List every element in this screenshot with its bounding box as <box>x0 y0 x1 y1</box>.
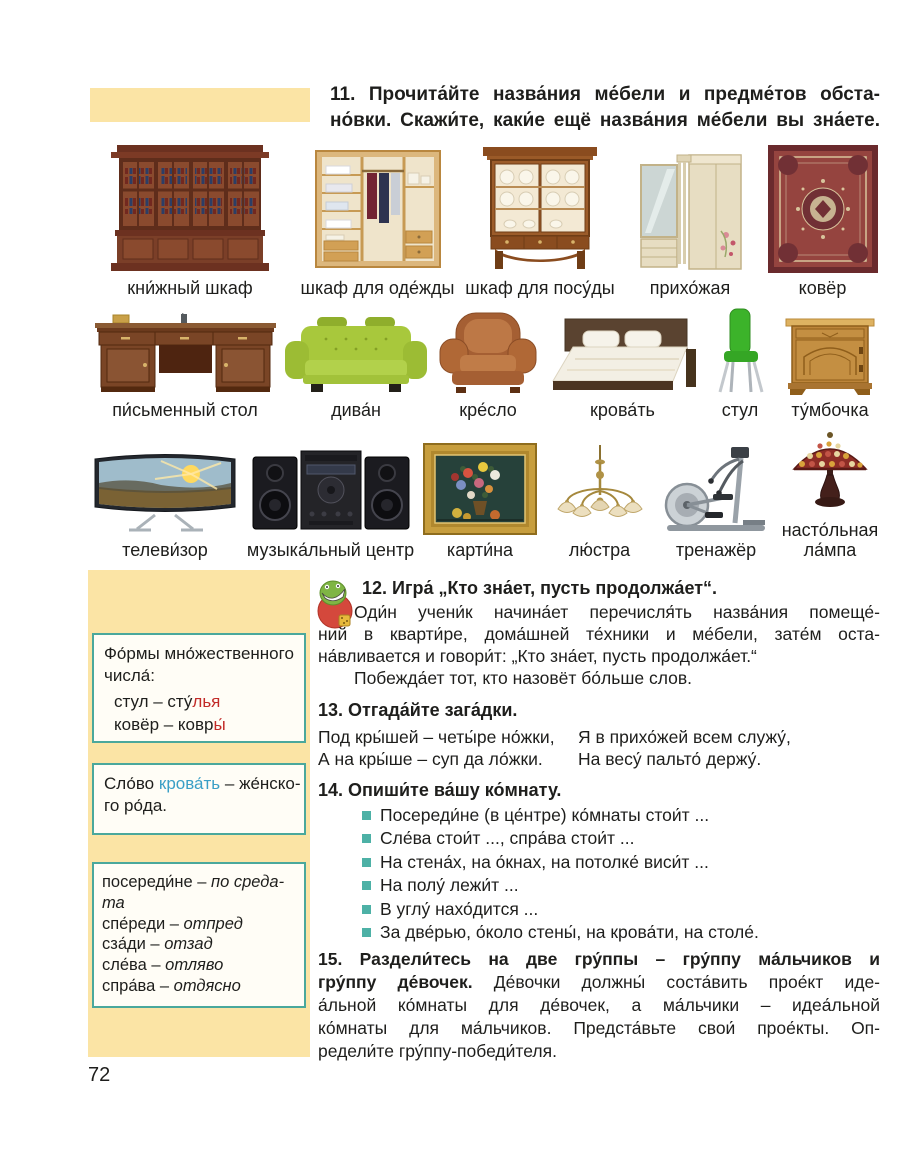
yellow-accent-bar-top <box>90 88 310 122</box>
exercise-machine-image <box>661 441 771 535</box>
armchair-image <box>432 311 544 395</box>
red-ending: ы́ <box>213 715 226 734</box>
gender-note-line: Сло́во крова́ть – же́нско- <box>104 774 301 793</box>
furniture-item <box>628 140 753 298</box>
furniture-item <box>248 434 413 560</box>
riddle-line: На весу́ пальто́ держу́. <box>578 749 762 769</box>
exercise-12-line: ний в кварти́ре, дома́шней те́хники и ме́бели, зате́м оста- <box>318 624 880 644</box>
bulgarian-word: по среда- <box>211 873 285 891</box>
exercise-15-line: ко́мнаты для ма́льчиков. Предста́вьте свои́ прое́кты. Оп- <box>318 1018 880 1038</box>
riddles-block <box>318 726 880 776</box>
nightstand-image <box>782 313 878 395</box>
grammar-note-gender <box>92 763 306 835</box>
furniture-label: насто́льная ла́мпа <box>781 520 879 560</box>
furniture-label: кре́сло <box>459 400 517 420</box>
riddle-1 <box>318 726 555 770</box>
gender-note-line: го ро́да. <box>104 796 168 815</box>
bullet-item: Посереди́не (в це́нтре) ко́мнаты стои́т ... <box>362 804 880 827</box>
exercise-12-body <box>318 601 880 689</box>
furniture-label: прихо́жая <box>649 278 731 298</box>
grammar-note-title-line: числа́: <box>104 666 155 685</box>
furniture-item <box>90 434 240 560</box>
furniture-row-1 <box>90 140 880 298</box>
furniture-item <box>421 434 539 560</box>
chair-image <box>702 307 778 395</box>
furniture-label: дива́н <box>331 400 381 420</box>
furniture-item <box>90 306 280 420</box>
translation-row: спра́ва – отдясно <box>102 976 241 995</box>
table-lamp-image <box>784 429 876 515</box>
page-number: 72 <box>88 1064 111 1086</box>
furniture-item <box>281 306 431 420</box>
stereo-image <box>251 443 411 535</box>
furniture-label: лю́стра <box>568 540 631 560</box>
exercise-14-bullets <box>318 804 880 944</box>
desk-image <box>93 313 278 395</box>
bullet-square-icon <box>362 905 371 914</box>
plural-example: ковёр – ковры́ <box>114 715 226 734</box>
furniture-item <box>660 434 772 560</box>
furniture-item <box>701 306 779 420</box>
exercise-12-line: на́вливается и говори́т: „Кто зна́ет, пусть продолжа́ет.“ <box>318 646 757 666</box>
riddle-2 <box>578 726 791 770</box>
furniture-label: ту́мбочка <box>791 400 869 420</box>
carpet-image <box>768 145 878 273</box>
furniture-row-3 <box>90 434 880 560</box>
riddle-line: Я в прихо́жей всем служу́, <box>578 727 791 747</box>
bullet-item: На полу́ лежи́т ... <box>362 874 880 897</box>
translation-row: сле́ва – отляво <box>102 956 224 975</box>
bulgarian-word: та <box>102 893 125 912</box>
bed-image <box>547 317 699 395</box>
exercise-12-line: Оди́н учени́к начина́ет перечисля́ть назва́ния помеще́- <box>354 602 880 622</box>
bulgarian-word: отзад <box>164 935 213 954</box>
furniture-item <box>300 140 455 298</box>
exercise-12-title: 12. Игра́ „Кто зна́ет, пусть продолжа́ет“. <box>362 578 718 598</box>
exercise-11-title-line: 11. Прочита́йте назва́ния ме́бели и предме́тов обста- <box>330 84 880 105</box>
exercise-11-title <box>330 82 880 134</box>
furniture-label: пи́сьменный стол <box>112 400 258 420</box>
plural-example: стул – сту́лья <box>114 692 221 711</box>
exercise-15-line: а́льной ко́мнаты для де́вочек, а ма́льчики – идеа́льной <box>318 995 880 1015</box>
furniture-label: крова́ть <box>590 400 655 420</box>
bullet-square-icon <box>362 811 371 820</box>
furniture-label: карти́на <box>446 540 514 560</box>
hallway-unit-image <box>633 153 748 273</box>
furniture-label: телеви́зор <box>122 540 208 560</box>
exercise-11-title-line: но́вки. Скажи́те, каки́е ещё назва́ния ме́бели вы зна́ете. <box>330 110 880 131</box>
furniture-item <box>465 140 615 298</box>
wardrobe-image <box>312 147 444 273</box>
bulgarian-word: отпред <box>183 914 243 933</box>
bullet-square-icon <box>362 928 371 937</box>
furniture-item <box>765 140 880 298</box>
exercise-13-title: 13. Отгада́йте зага́дки. <box>318 700 518 720</box>
riddle-line: Под кры́шей – четы́ре но́жки, <box>318 727 555 747</box>
exercise-15 <box>318 948 880 1063</box>
bulgarian-word: отляво <box>165 956 224 975</box>
vocabulary-translation-note <box>92 862 306 1008</box>
riddle-line: А на кры́ше – суп да ло́жки. <box>318 749 543 769</box>
bullet-square-icon <box>362 858 371 867</box>
bullet-item: На стена́х, на о́кнах, на потолке́ виси́т ... <box>362 851 880 874</box>
tv-image <box>91 449 239 535</box>
translation-row: посереди́не – по среда- <box>102 873 285 891</box>
exercise-12-line: Побежда́ет тот, кто назовёт бо́льше слов. <box>354 668 693 688</box>
sidebar-yellow-column <box>88 570 310 1057</box>
bullet-item: Сле́ва стои́т ..., спра́ва стои́т ... <box>362 827 880 850</box>
chandelier-image <box>551 445 649 535</box>
bullet-item: В углу́ нахо́дится ... <box>362 898 880 921</box>
bullet-square-icon <box>362 834 371 843</box>
grammar-note-plural-forms <box>92 633 306 743</box>
furniture-label: стул <box>721 400 759 420</box>
translation-row <box>102 893 296 914</box>
sofa-image <box>281 315 431 395</box>
furniture-item <box>780 306 880 420</box>
furniture-label: тренажёр <box>675 540 757 560</box>
furniture-item <box>432 306 544 420</box>
bullet-item: За две́рью, о́коло стены́, на крова́ти, на столе́. <box>362 921 880 944</box>
exercise-15-line: гру́ппу де́вочек. Де́вочки должны́ соста́вить прое́кт иде- <box>318 972 881 992</box>
red-ending: лья <box>192 692 221 711</box>
china-cabinet-image <box>479 145 601 273</box>
bullet-square-icon <box>362 881 371 890</box>
bookcase-image <box>105 143 275 273</box>
blue-word: крова́ть <box>158 774 221 793</box>
furniture-item <box>780 434 880 560</box>
exercise-15-line: 15. Раздели́тесь на две гру́ппы – гру́ппу ма́льчиков и <box>318 949 880 969</box>
translation-row: сза́ди – отзад <box>102 935 213 954</box>
bulgarian-word: отдясно <box>173 976 241 995</box>
furniture-item <box>90 140 290 298</box>
furniture-item <box>547 434 652 560</box>
furniture-label: кни́жный шкаф <box>127 278 253 298</box>
grammar-note-title-line: Фо́рмы мно́жественного <box>104 644 294 663</box>
exercise-14-title: 14. Опиши́те ва́шу ко́мнату. <box>318 780 562 800</box>
furniture-item <box>545 306 700 420</box>
painting-image <box>423 443 537 535</box>
furniture-label: музыка́льный центр <box>246 540 415 560</box>
furniture-label: шкаф для оде́жды <box>300 278 455 298</box>
exercise-15-line: редели́те гру́ппу-победи́теля. <box>318 1041 557 1061</box>
furniture-label: ковёр <box>798 278 847 298</box>
translation-row: спе́реди – отпред <box>102 914 243 933</box>
furniture-row-2 <box>90 306 880 420</box>
furniture-label: шкаф для посу́ды <box>465 278 615 298</box>
